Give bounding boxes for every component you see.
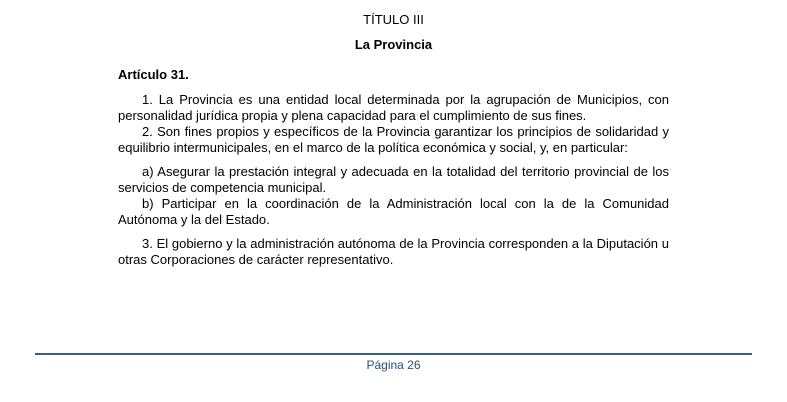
paragraph-1: 1. La Provincia es una entidad local determinada por la agrupación de Municipios, con personalidad jurídica propia y plena capacidad para el cumplimiento de sus fines. xyxy=(118,92,669,123)
article-heading: Artículo 31. xyxy=(118,67,189,82)
article-block-3 xyxy=(118,236,669,268)
title-name: La Provincia xyxy=(354,37,433,52)
page-number: Página 26 xyxy=(366,358,421,372)
paragraph-2: 2. Son fines propios y específicos de la Provincia garantizar los principios de solidaridad y equilibrio intermunicipales, en el marco de la política económica y social, y, en particular: xyxy=(118,124,669,155)
title-number: TÍTULO III xyxy=(363,12,424,27)
article-block-1 xyxy=(118,92,669,156)
article-block-2 xyxy=(118,164,669,228)
footer-rule xyxy=(35,353,752,355)
paragraph-b: b) Participar en la coordinación de la Administración local con la de la Comunidad Autónoma y la del Estado. xyxy=(118,196,669,227)
paragraph-3: 3. El gobierno y la administración autónoma de la Provincia corresponden a la Diputación u otras Corporaciones de carácter representativo. xyxy=(118,236,669,267)
paragraph-a: a) Asegurar la prestación integral y adecuada en la totalidad del territorio provincial de los servicios de competencia municipal. xyxy=(118,164,669,195)
